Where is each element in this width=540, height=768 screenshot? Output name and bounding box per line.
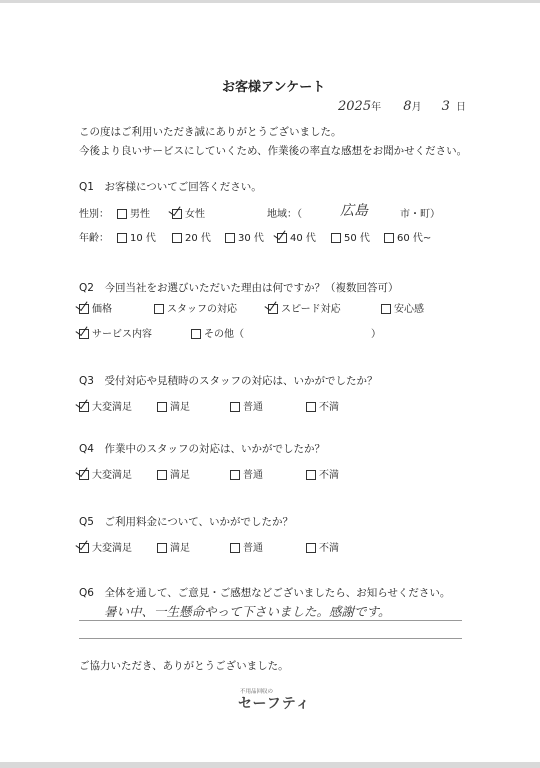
check-mark-icon [75,464,87,477]
checkbox[interactable] [154,304,164,314]
checkbox[interactable] [306,402,316,412]
q3-heading: Q3 受付対応や見積時のスタッフの対応は、いかがでしたか？ [79,375,378,387]
checkbox-checked[interactable] [172,209,182,219]
company-logo: セーフティ [238,696,311,712]
checkbox[interactable] [306,470,316,480]
option-label: 女性 [185,209,205,220]
checkbox-checked[interactable] [79,470,89,480]
check-mark-icon [273,227,285,240]
q3-option-satisfied[interactable] [157,398,190,413]
q4-option-satisfied[interactable] [157,466,190,481]
option-label: その他（ [204,329,244,340]
date-line [338,98,466,114]
checkbox[interactable] [230,402,240,412]
q5-option-very-satisfied[interactable] [79,539,132,554]
checkbox-checked[interactable] [277,233,287,243]
q5-option-neutral[interactable] [230,539,263,554]
check-mark-icon [75,323,87,336]
checkbox[interactable] [306,543,316,553]
date-day: 3 [441,99,450,114]
option-label: スタッフの対応 [167,304,237,315]
q3-option-very-satisfied[interactable] [79,398,132,413]
option-label: 10 代 [130,233,156,244]
option-label: 30 代 [238,233,264,244]
region-suffix: 市・町） [400,209,440,220]
q4-option-very-satisfied[interactable] [79,466,132,481]
closing-message: ご協力いただき、ありがとうございました。 [79,660,289,672]
intro-line-1: この度はご利用いただき誠にありがとうございました。 [79,126,342,138]
option-label: 大変満足 [92,543,132,554]
checkbox-checked[interactable] [79,329,89,339]
gender-label: 性別： [79,209,109,220]
checkbox[interactable] [157,470,167,480]
scan-edge-bottom [0,762,540,768]
age-option-10s[interactable] [117,229,156,244]
option-label: 価格 [92,304,112,315]
checkbox-checked[interactable] [79,543,89,553]
q2-heading: Q2 今回当社をお選びいただいた理由は何ですか？（複数回答可） [79,282,399,294]
checkbox[interactable] [384,233,394,243]
scan-edge-top [0,0,540,3]
q2-option-price[interactable] [79,300,112,315]
checkbox[interactable] [157,402,167,412]
q6-heading: Q6 全体を通して、ご意見・ご感想などございましたら、お知らせください。 [79,587,451,599]
option-label: 大変満足 [92,402,132,413]
option-label: 不満 [319,543,339,554]
month-unit: 月 [411,102,422,113]
option-label: 不満 [319,402,339,413]
age-option-30s[interactable] [225,229,264,244]
region-label: 地域：（ [267,209,302,220]
check-mark-icon [168,203,180,216]
age-label: 年齢： [79,233,109,244]
answer-line-1 [79,620,462,621]
answer-line-2 [79,638,462,639]
q2-option-security[interactable] [381,300,424,315]
q5-heading: Q5 ご利用料金について、いかがでしたか？ [79,516,294,528]
checkbox-checked[interactable] [79,304,89,314]
check-mark-icon [75,396,87,409]
q1-heading: Q1 お客様についてご回答ください。 [79,181,262,193]
intro-line-2: 今後より良いサービスにしていくため、作業後の率直な感想をお聞かせください。 [79,145,468,157]
q2-option-staff[interactable] [154,300,237,315]
q2-option-other[interactable] [191,325,244,340]
q5-option-dissatisfied[interactable] [306,539,339,554]
checkbox[interactable] [230,543,240,553]
option-label: 満足 [170,402,190,413]
checkbox[interactable] [225,233,235,243]
q3-option-dissatisfied[interactable] [306,398,339,413]
date-month: 8 [403,99,412,114]
option-label: 大変満足 [92,470,132,481]
option-label: サービス内容 [92,329,152,340]
option-label: 不満 [319,470,339,481]
check-mark-icon [75,298,87,311]
region-value: 広島 [340,203,368,219]
q4-option-dissatisfied[interactable] [306,466,339,481]
option-label: 安心感 [394,304,424,315]
checkbox[interactable] [117,209,127,219]
logo-tagline: 不用品回収の [240,689,274,695]
option-label: 満足 [170,470,190,481]
checkbox[interactable] [172,233,182,243]
option-label: スピード対応 [281,304,341,315]
option-label: 普通 [243,470,263,481]
q2-option-service[interactable] [79,325,152,340]
q2-option-speed[interactable] [268,300,341,315]
checkbox-checked[interactable] [79,402,89,412]
date-year: 2025 [338,99,372,114]
gender-option-male[interactable] [117,205,150,220]
checkbox[interactable] [381,304,391,314]
q4-option-neutral[interactable] [230,466,263,481]
check-mark-icon [264,298,276,311]
checkbox[interactable] [331,233,341,243]
option-label: 満足 [170,543,190,554]
option-label: 普通 [243,402,263,413]
option-label: 男性 [130,209,150,220]
option-label: 40 代 [290,233,316,244]
option-label: 普通 [243,543,263,554]
day-unit: 日 [455,102,466,113]
checkbox[interactable] [191,329,201,339]
option-label: 20 代 [185,233,211,244]
q2-other-close: ） [371,329,381,340]
age-option-50s[interactable] [331,229,370,244]
checkbox[interactable] [157,543,167,553]
q5-option-satisfied[interactable] [157,539,190,554]
age-option-60s[interactable] [384,229,431,244]
option-label: 60 代~ [397,233,432,244]
year-unit: 年 [371,102,382,113]
age-option-40s[interactable] [277,229,316,244]
age-option-20s[interactable] [172,229,211,244]
checkbox[interactable] [117,233,127,243]
option-label: 50 代 [344,233,370,244]
q3-option-neutral[interactable] [230,398,263,413]
checkbox[interactable] [230,470,240,480]
gender-option-female[interactable] [172,205,205,220]
checkbox-checked[interactable] [268,304,278,314]
check-mark-icon [75,537,87,550]
survey-title: お客様アンケート [222,80,326,95]
q6-answer[interactable]: 暑い中、一生懸命やって下さいました。感謝です。 [104,604,391,619]
q4-heading: Q4 作業中のスタッフの対応は、いかがでしたか？ [79,443,325,455]
